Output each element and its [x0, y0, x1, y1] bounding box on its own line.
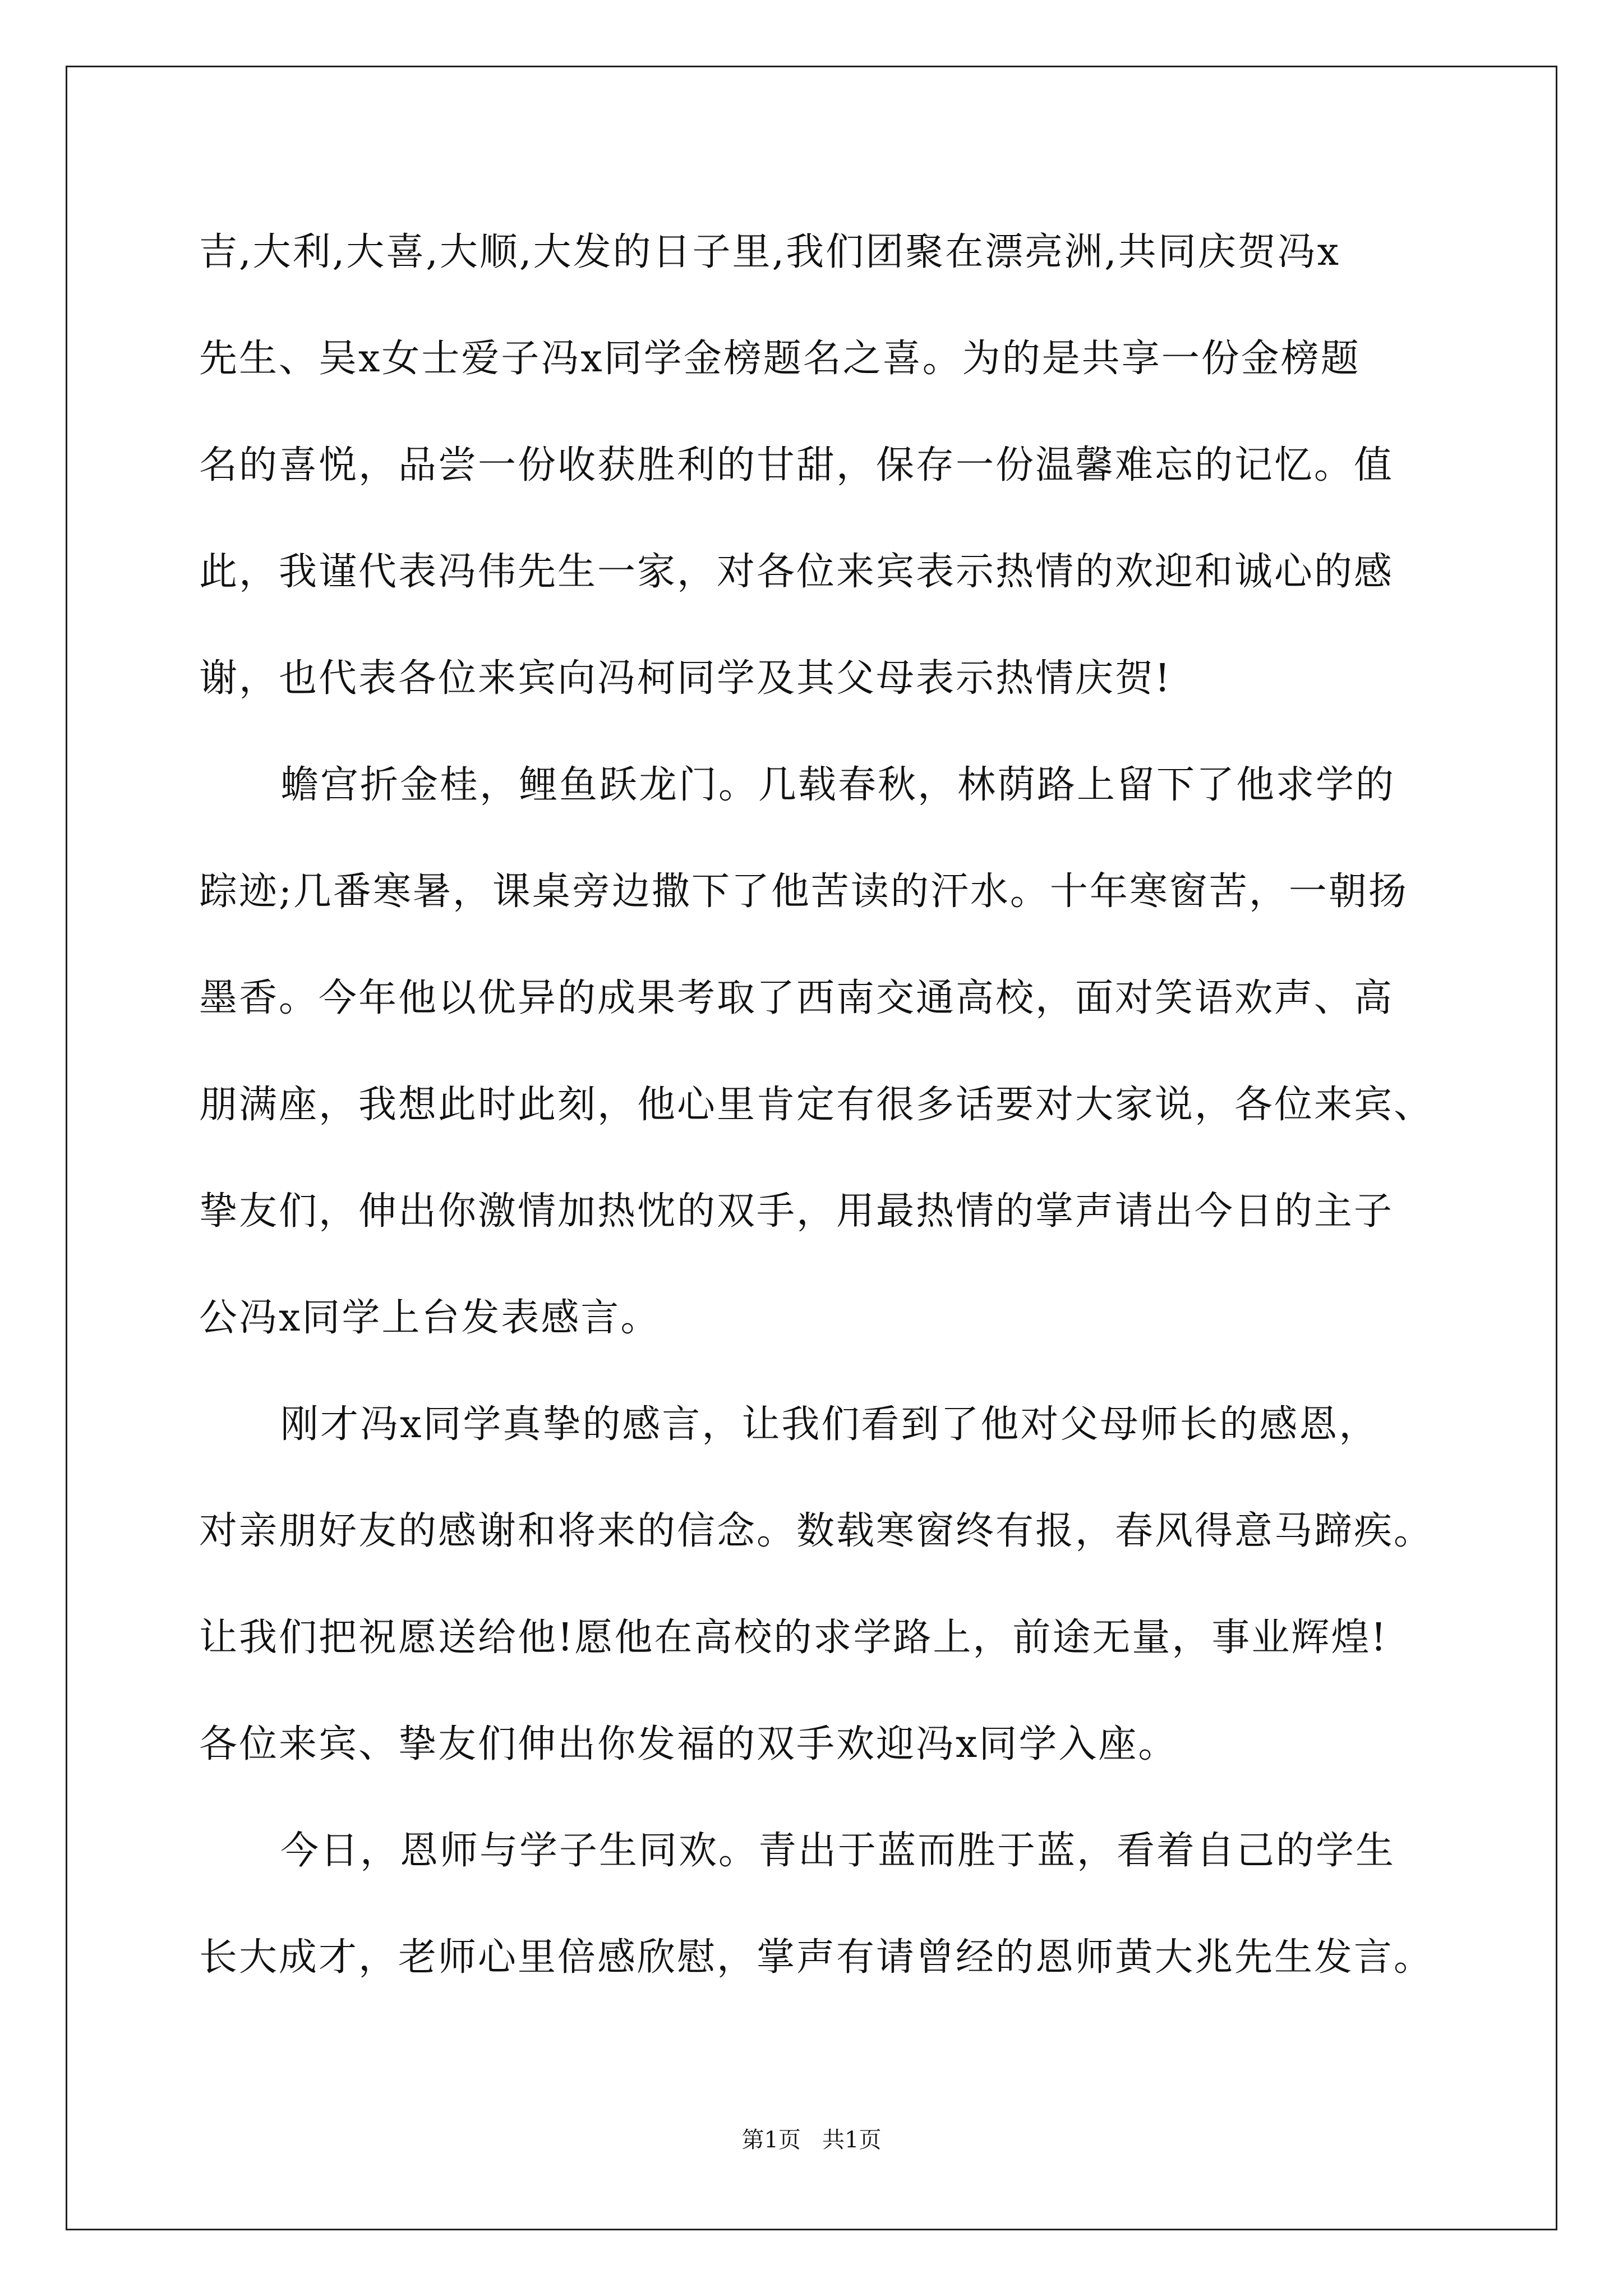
text-line: 让我们把祝愿送给他!愿他在高校的求学路上，前途无量，事业辉煌! — [199, 1616, 1388, 1660]
text-line: 公冯x同学上台发表感言。 — [199, 1296, 661, 1340]
text-line: 名的喜悦，品尝一份收获胜利的甘甜，保存一份温馨难忘的记忆。值 — [199, 443, 1394, 487]
text-line: 长大成才，老师心里倍感欣慰，掌声有请曾经的恩师黄大兆先生发言。 — [199, 1935, 1434, 1980]
text-line: 谢，也代表各位来宾向冯柯同学及其父母表示热情庆贺! — [199, 656, 1172, 701]
paragraph-first-line: 刚才冯x同学真挚的感言，让我们看到了他对父母师长的感恩， — [280, 1402, 1379, 1447]
paragraph-first-line: 今日，恩师与学子生同欢。青出于蓝而胜于蓝，看着自己的学生 — [280, 1829, 1396, 1873]
text-line: 吉,大利,大喜,大顺,大发的日子里,我们团聚在漂亮洲,共同庆贺冯x — [199, 230, 1341, 274]
page-number-footer: 第1页 共1页 — [741, 2127, 882, 2153]
text-line: 对亲朋好友的感谢和将来的信念。数载寒窗终有报，春风得意马蹄疾。 — [199, 1509, 1434, 1553]
text-line: 朋满座，我想此时此刻，他心里肯定有很多话要对大家说，各位来宾、 — [199, 1083, 1434, 1127]
text-line: 先生、吴x女士爱子冯x同学金榜题名之喜。为的是共享一份金榜题 — [199, 337, 1361, 381]
text-line: 踪迹;几番寒暑，课桌旁边撒下了他苦读的汗水。十年寒窗苦，一朝扬 — [199, 869, 1408, 914]
text-line: 各位来宾、挚友们伸出你发福的双手欢迎冯x同学入座。 — [199, 1722, 1178, 1766]
paragraph-first-line: 蟾宫折金桂，鲤鱼跃龙门。几载春秋，林荫路上留下了他求学的 — [280, 763, 1396, 807]
text-line: 墨香。今年他以优异的成果考取了西南交通高校，面对笑语欢声、高 — [199, 976, 1394, 1020]
text-line: 此，我谨代表冯伟先生一家，对各位来宾表示热情的欢迎和诚心的感 — [199, 550, 1394, 594]
text-line: 挚友们，伸出你激情加热忱的双手，用最热情的掌声请出今日的主子 — [199, 1189, 1394, 1234]
